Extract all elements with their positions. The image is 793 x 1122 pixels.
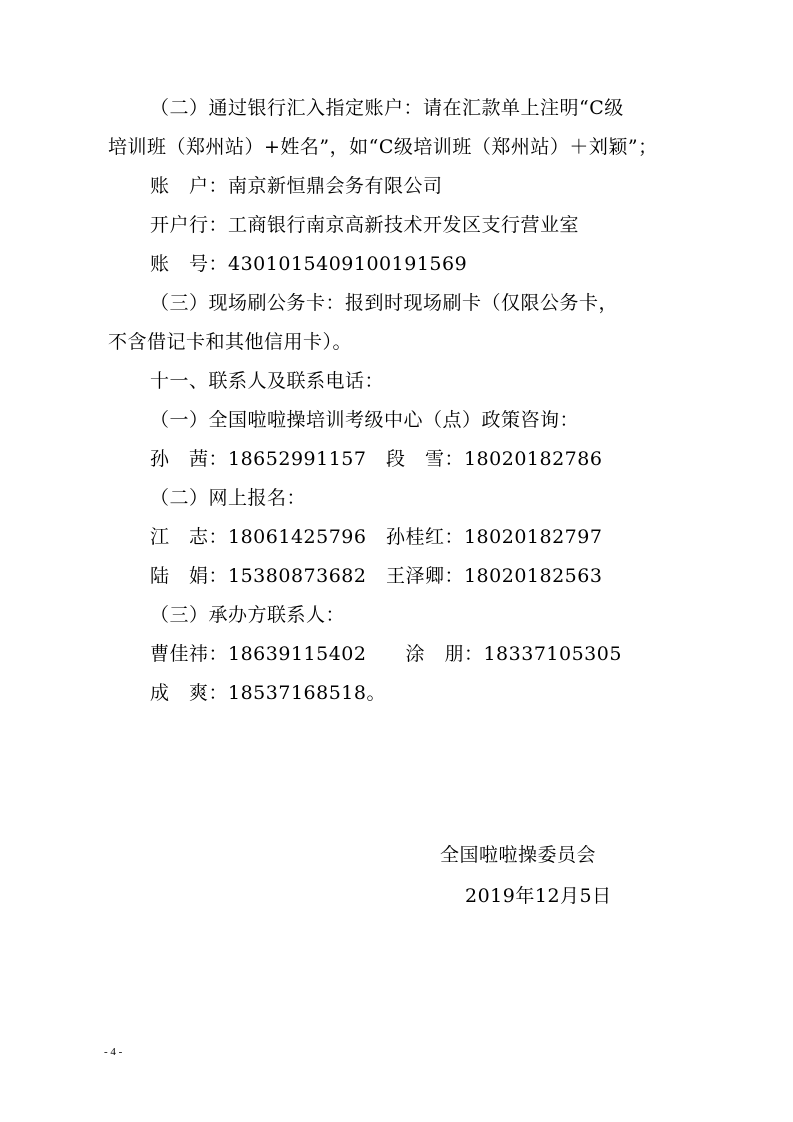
paragraph-card-payment-continued: 不含借记卡和其他信用卡）。 <box>108 331 353 353</box>
account-name: 账 户：南京新恒鼎会务有限公司 <box>150 175 443 197</box>
contact-line-registration-1: 江 志：18061425796 孙桂红：18020182797 <box>150 526 603 548</box>
signature-date: 2019年12月5日 <box>465 885 612 907</box>
contact-line-organizer-1: 曹佳祎：18639115402 涂 朋：18337105305 <box>150 643 622 665</box>
section-heading-contacts: 十一、联系人及联系电话： <box>150 370 385 392</box>
paragraph-card-payment: （三）现场刷公务卡：报到时现场刷卡（仅限公务卡， <box>150 292 619 314</box>
bank-branch: 开户行：工商银行南京高新技术开发区支行营业室 <box>150 214 580 236</box>
subheading-policy-consult: （一）全国啦啦操培训考级中心（点）政策咨询： <box>150 409 580 431</box>
page-number: - 4 - <box>104 1046 123 1058</box>
account-number: 账 号：4301015409100191569 <box>150 253 468 275</box>
subheading-organizer-contacts: （三）承办方联系人： <box>150 604 346 626</box>
paragraph-bank-transfer-continued: 培训班（郑州站）+姓名”，如“C级培训班（郑州站）＋刘颖”； <box>108 136 658 158</box>
contact-line-organizer-2: 成 爽：18537168518。 <box>150 682 386 704</box>
contact-line-policy: 孙 茜：18652991157 段 雪：18020182786 <box>150 448 603 470</box>
signature-organization: 全国啦啦操委员会 <box>440 844 597 866</box>
paragraph-bank-transfer: （二）通过银行汇入指定账户：请在汇款单上注明“C级 <box>150 97 624 119</box>
subheading-online-registration: （二）网上报名： <box>150 487 307 509</box>
contact-line-registration-2: 陆 娟：15380873682 王泽卿：18020182563 <box>150 565 603 587</box>
